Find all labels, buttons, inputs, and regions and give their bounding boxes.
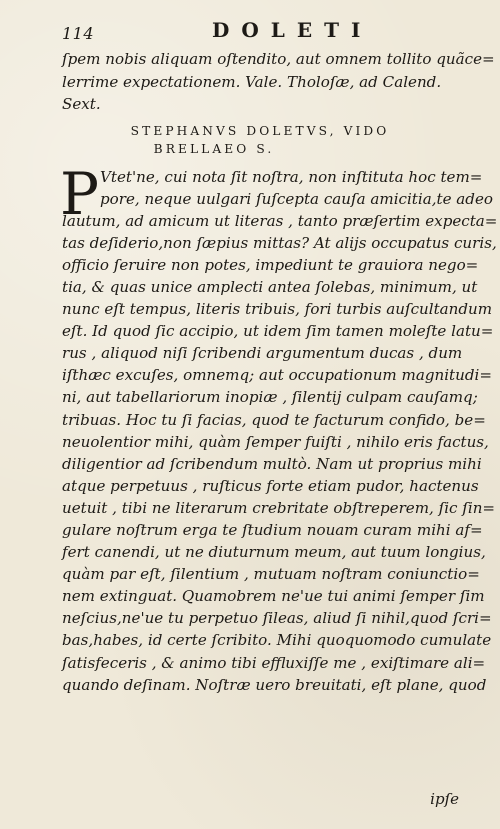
- catchword: ipſe: [430, 790, 459, 808]
- text-line: nem extinguat. Quamobrem ne'ue tui animi ſemper ſim: [62, 587, 485, 606]
- text-line: lautum, ad amicum ut literas , tanto præſertim expecta=: [62, 211, 498, 230]
- page-number: 114: [62, 24, 95, 43]
- text-line: ni, aut tabellariorum inopiæ , ſilentij culpam cauſamq;: [62, 388, 478, 407]
- text-line: quàm par eſt, ſilentium , mutuam noſtram coniunctio=: [62, 565, 480, 584]
- page-header: [62, 18, 452, 46]
- text-line: eſt. Id quod ſic accipio, ut idem ſim tamen moleſte latu=: [62, 322, 494, 341]
- text-line: ſatisfeceris , & animo tibi effluxiſſe me , exiſtimare ali=: [62, 653, 486, 672]
- text-line: diligentior ad ſcribendum multò. Nam ut proprius mihi: [62, 454, 482, 473]
- text-line: tia, & quas unice amplecti antea ſolebas, minimum, ut: [62, 277, 478, 296]
- text-line: lerrime expectationem. Vale. Tholoſæ, ad Calend.: [62, 72, 442, 91]
- text-line: rus , aliquod niſi ſcribendi argumentum ducas , dum: [62, 344, 463, 363]
- text-line: tribuas. Hoc tu ſi facias, quod te facturum confido, be=: [62, 410, 486, 429]
- text-line: pore, neque uulgari ſuſcepta cauſa amicitia,te adeo: [100, 189, 493, 208]
- drop-cap: P: [60, 159, 100, 228]
- text-line: officio ſeruire non potes, impediunt te grauiora nego=: [62, 255, 479, 274]
- salutation-line: STEPHANVS DOLETVS, VIDO: [130, 123, 390, 138]
- letter-salutation: [62, 122, 452, 158]
- text-line: neuolentior mihi, quàm ſemper fuiſti , nihilo eris factus,: [62, 432, 489, 451]
- salutation-line: BRELLAEO S.: [153, 141, 275, 156]
- text-line: ſpem nobis aliquam oſtendito, aut omnem tollito quãce=: [62, 50, 495, 68]
- text-line: iſthæc excuſes, omnemq; aut occupationum magnitudi=: [62, 366, 492, 385]
- text-line: neſcius,ne'ue tu perpetuo ſileas, aliud ſi nihil,quod ſcri=: [62, 609, 492, 628]
- text-line: tas deſiderio,non ſæpius mittas? At alijs occupatus curis,: [62, 233, 497, 252]
- text-line: Sext.: [62, 95, 101, 113]
- continued-letter-text: [62, 48, 495, 116]
- text-line: Vtet'ne, cui nota ſit noſtra, non inſtituta hoc tem=: [100, 167, 483, 186]
- text-line: bas,habes, id certe ſcribito. Mihi quoquomodo cumulate: [62, 631, 492, 650]
- text-line: atque perpetuus , ruſticus forte etiam pudor, hactenus: [62, 476, 479, 495]
- text-line: gulare noſtrum erga te ſtudium nouam curam mihi af=: [62, 521, 483, 539]
- running-head: DOLETI: [212, 18, 373, 42]
- text-line: uetuit , tibi ne literarum crebritate obſtreperem, ſic ſin=: [62, 498, 496, 517]
- text-line: fert canendi, ut ne diuturnum meum, aut tuum longius,: [62, 543, 486, 562]
- letter-body: [60, 159, 498, 696]
- text-line: nunc eſt tempus, literis tribuis, fori turbis auſcultandum: [62, 300, 493, 319]
- text-line: quando deſinam. Noſtræ uero breuitati, eſt plane, quod: [62, 675, 487, 694]
